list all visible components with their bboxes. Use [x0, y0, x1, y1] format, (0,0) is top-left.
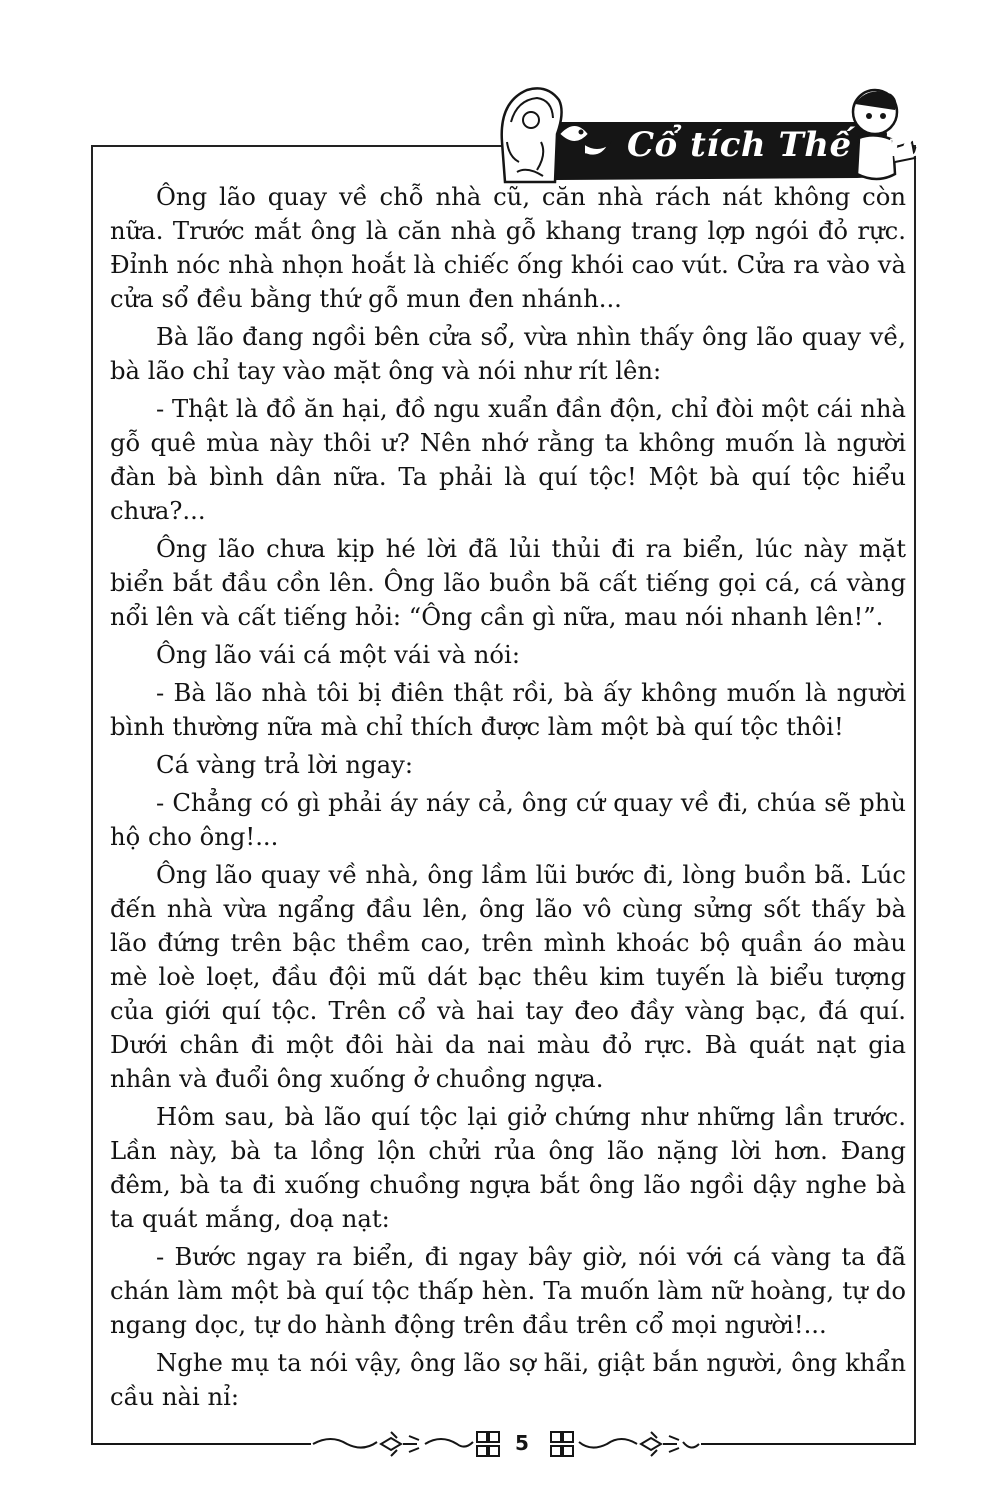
paragraph: Ông lão chưa kịp hé lời đã lủi thủi đi ra biển, lúc này mặt biển bắt đầu cồn lên. Ông lão buồn bã cất tiếng gọi cá, cá vàng nổi lên và cất tiếng hỏi: “Ông cần gì nữa, mau nói nhanh lên!”. [110, 534, 906, 631]
left-flourish-icon [313, 1432, 499, 1456]
paragraph: Bà lão đang ngồi bên cửa sổ, vừa nhìn thấy ông lão quay về, bà lão chỉ tay vào mặt ông và nói như rít lên: [110, 322, 906, 385]
paragraph: - Thật là đồ ăn hại, đồ ngu xuẩn đần độn, chỉ đòi một cái nhà gỗ quê mùa này thôi ư? Nên nhớ rằng ta không muốn là người đàn bà bình dân nữa. Ta phải là quí tộc! Một bà quí tộc hiểu chưa?... [110, 394, 906, 525]
paragraph: Ông lão quay về nhà, ông lầm lũi bước đi, lòng buồn bã. Lúc đến nhà vừa ngẩng đầu lên, ông lão vô cùng sửng sốt thấy bà lão đứng trên bậc thềm cao, trên mình khoác bộ quần áo màu mè loè loẹt, đầu đội mũ dát bạc thêu kim tuyến là biểu tượng của giới quí tộc. Trên cổ và hai tay đeo đầy vàng bạc, đá quí. Dưới chân đi một đôi hài da nai màu đỏ rực. Bà quát nạt gia nhân và đuổi ông xuống ở chuồng ngựa. [110, 860, 906, 1093]
story-text [110, 180, 906, 1418]
paragraph: Cá vàng trả lời ngay: [156, 750, 414, 779]
paragraph: Nghe mụ ta nói vậy, ông lão sợ hãi, giật bắn người, ông khẩn cầu nài nỉ: [110, 1348, 906, 1411]
paragraph: - Bà lão nhà tôi bị điên thật rồi, bà ấy không muốn là người bình thường nữa mà chỉ thích được làm một bà quí tộc thôi! [110, 678, 906, 741]
paragraph: - Chẳng có gì phải áy náy cả, ông cứ quay về đi, chúa sẽ phù hộ cho ông!... [110, 788, 906, 851]
header-title: Cổ tích Thế giới [627, 125, 939, 165]
page-number: 5 [515, 1431, 529, 1455]
old-woman-illustration-icon [502, 88, 562, 182]
paragraph: Ông lão vái cá một vái và nói: [156, 640, 521, 669]
right-flourish-icon [551, 1432, 699, 1456]
paragraph: - Bước ngay ra biển, đi ngay bây giờ, nói với cá vàng ta đã chán làm một bà quí tộc thấp hèn. Ta muốn làm nữ hoàng, tự do ngang dọc, tự do hành động trên đầu trên cổ mọi người!... [110, 1242, 906, 1339]
footer-ornament [91, 1418, 916, 1468]
paragraph: Hôm sau, bà lão quí tộc lại giở chứng như những lần trước. Lần này, bà ta lồng lộn chửi rủa ông lão nặng lời hơn. Đang đêm, bà ta đi xuống chuồng ngựa bắt ông lão ngồi dậy nghe bà ta quát mắng, doạ nạt: [110, 1102, 906, 1233]
paragraph: Ông lão quay về chỗ nhà cũ, căn nhà rách nát không còn nữa. Trước mắt ông là căn nhà gỗ khang trang lợp ngói đỏ rực. Đỉnh nóc nhà nhọn hoắt là chiếc ống khói cao vút. Cửa ra vào và cửa sổ đều bằng thứ gỗ mun đen nhánh... [110, 182, 906, 313]
